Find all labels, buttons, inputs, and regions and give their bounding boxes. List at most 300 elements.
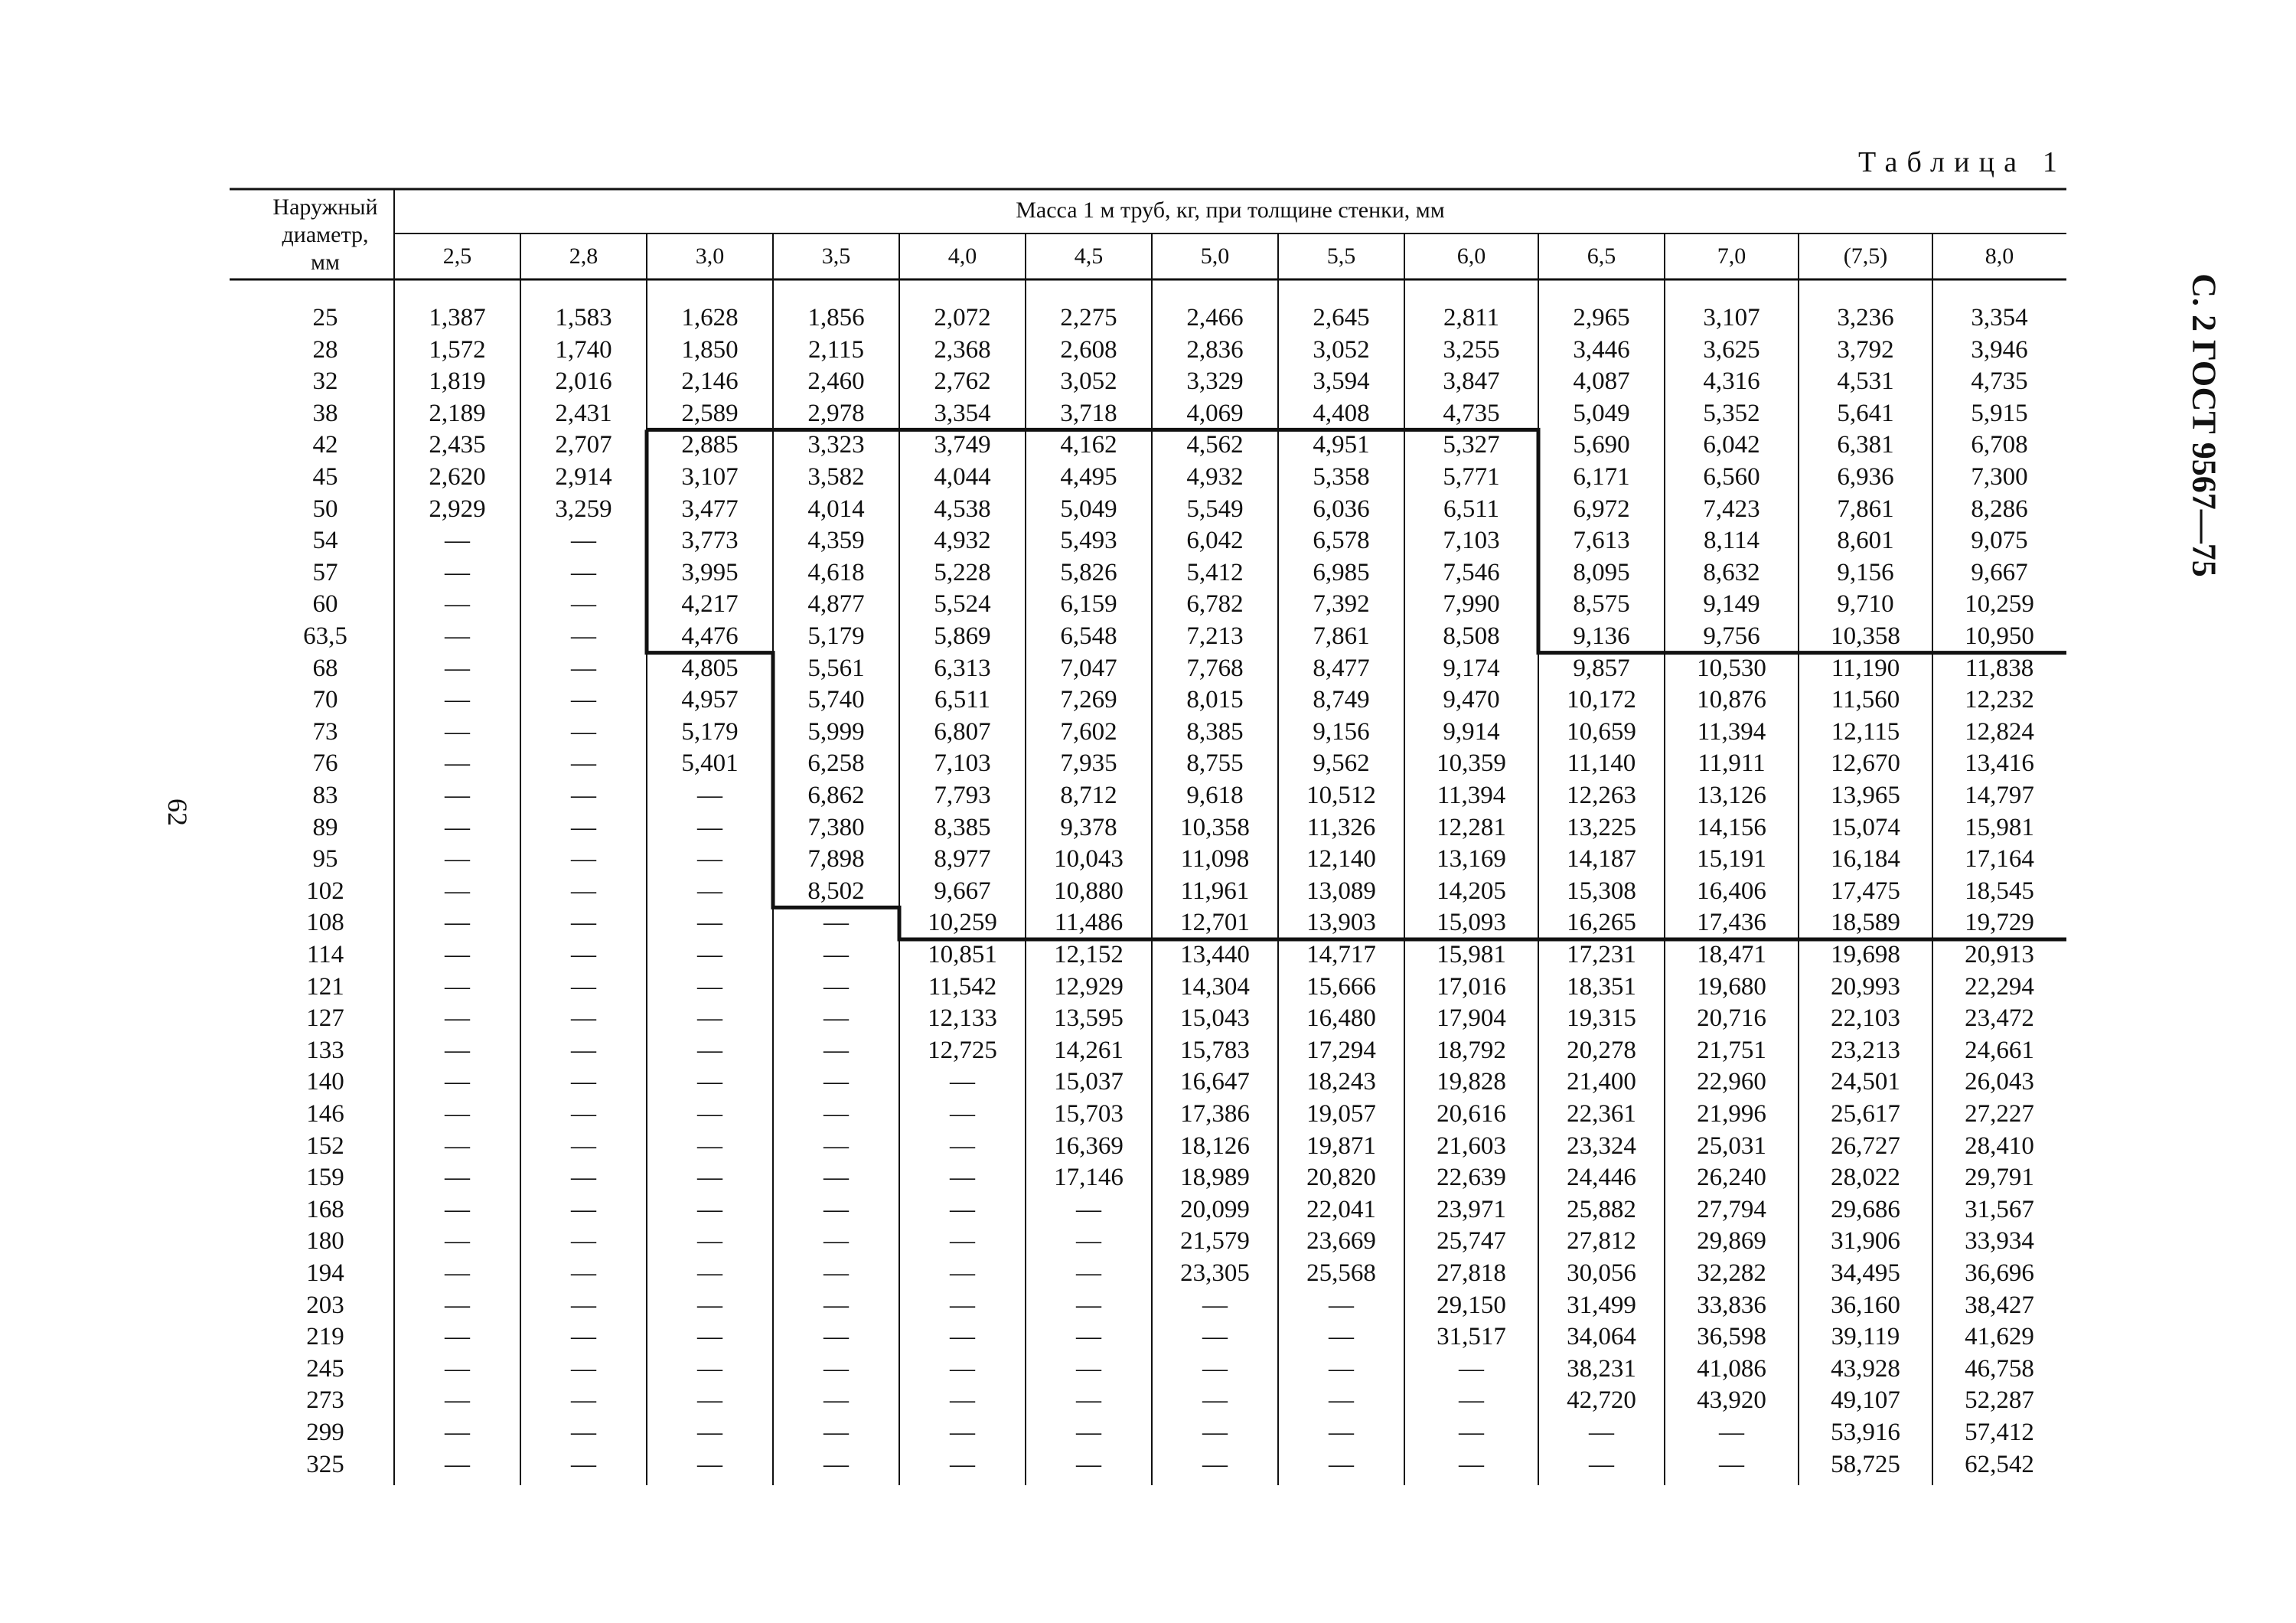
table-cell: 6,171 [1573,463,1630,491]
table-cell: 10,880 [1054,877,1124,905]
table-cell: 14,156 [1697,813,1766,841]
table-cell: — [823,1354,849,1383]
table-cell: — [571,1291,596,1319]
table-cell: — [571,654,596,682]
table-cell: 20,099 [1180,1195,1250,1223]
table-cell: — [697,1419,722,1446]
column-header: (7,5) [1843,243,1888,269]
table-cell: — [445,909,470,937]
table-cell: 12,152 [1054,941,1124,968]
table-cell: 17,386 [1180,1100,1250,1128]
table-cell: 34,495 [1831,1259,1900,1287]
table-cell: 5,049 [1060,495,1117,523]
table-cell: — [823,1450,849,1478]
table-cell: 7,602 [1060,717,1117,746]
table-cell: 5,561 [807,654,865,682]
table-cell: 10,659 [1567,717,1636,746]
table-cell: — [445,1132,470,1160]
table-cell: 3,625 [1703,335,1760,364]
table-cell: 15,703 [1054,1100,1124,1128]
table-cell: 13,416 [1965,749,2034,778]
table-cell: 22,361 [1567,1100,1636,1128]
table-cell: 38,231 [1567,1354,1636,1383]
table-cell: — [823,1068,849,1096]
table-cell: 15,666 [1306,972,1376,1001]
table-cell: 9,710 [1837,590,1894,619]
table-cell: 15,043 [1180,1004,1250,1033]
table-cell: — [571,972,596,1001]
table-cell: — [1076,1450,1101,1478]
table-cell: 7,861 [1313,622,1370,650]
table-cell: 30,056 [1567,1259,1636,1287]
table-cell: 20,913 [1965,941,2034,968]
table-cell: 2,645 [1313,304,1370,331]
row-diameter: 203 [306,1291,344,1319]
table-cell: 25,882 [1567,1195,1636,1223]
table-cell: — [445,749,470,778]
table-cell: — [697,1164,722,1192]
table-cell: 9,174 [1443,654,1500,682]
table-cell: 6,862 [807,782,865,809]
table-cell: 5,826 [1060,558,1117,586]
table-cell: 19,315 [1567,1004,1636,1033]
table-cell: 2,608 [1060,335,1117,364]
column-header: 5,0 [1200,243,1230,269]
table-cell: — [571,1068,596,1096]
table-cell: — [697,1227,722,1256]
table-cell: 1,856 [807,304,865,331]
table-cell: 8,015 [1186,686,1244,714]
table-cell: 12,701 [1180,909,1250,937]
table-cell: 19,680 [1697,972,1766,1001]
table-cell: 7,380 [807,813,865,841]
table-cell: — [571,1132,596,1160]
table-cell: 4,538 [934,495,991,523]
table-cell: 28,022 [1831,1164,1900,1192]
table-cell: — [823,1100,849,1128]
table-cell: 15,074 [1831,813,1900,841]
table-cell: 8,502 [807,877,865,905]
table-cell: 5,179 [681,717,739,746]
table-cell: — [950,1450,975,1478]
table-cell: 4,162 [1060,431,1117,459]
table-cell: 5,412 [1186,558,1244,586]
table-cell: 8,286 [1971,495,2028,523]
table-cell: 3,354 [934,399,991,427]
table-cell: — [445,877,470,905]
table-cell: 17,436 [1697,909,1766,937]
table-cell: 7,990 [1443,590,1500,619]
table-cell: — [571,1004,596,1033]
row-diameter: 180 [306,1227,344,1256]
table-cell: 12,133 [928,1004,997,1033]
table-cell: 19,828 [1437,1068,1506,1096]
table-cell: 3,847 [1443,367,1500,396]
table-cell: 17,016 [1437,972,1506,1001]
table-cell: 33,836 [1697,1291,1766,1319]
table-cell: — [697,877,722,905]
table-cell: 3,329 [1186,367,1244,396]
table-cell: 1,628 [681,304,739,331]
table-cell: — [571,1259,596,1287]
row-diameter: 68 [312,654,338,682]
table-cell: 34,064 [1567,1323,1636,1351]
table-cell: 4,932 [1186,463,1244,491]
table-cell: 9,756 [1703,622,1760,650]
table-cell: — [823,909,849,937]
table-cell: 29,869 [1697,1227,1766,1256]
table-cell: 5,869 [934,622,991,650]
table-cell: 16,184 [1831,845,1900,874]
table-cell: — [445,1323,470,1351]
column-header: 4,5 [1074,243,1104,269]
table-cell: — [823,1259,849,1287]
table-cell: 11,394 [1697,717,1766,746]
table-cell: 27,818 [1437,1259,1506,1287]
table-cell: — [445,527,470,555]
row-diameter: 127 [306,1004,344,1033]
table-cell: — [1202,1323,1228,1351]
row-diameter: 25 [312,304,338,331]
table-cell: — [571,1036,596,1064]
table-cell: 13,169 [1437,845,1506,874]
table-cell: — [445,1227,470,1256]
table-cell: 8,508 [1443,622,1500,650]
column-header: 6,0 [1456,243,1486,269]
table-cell: 4,476 [681,622,739,650]
table-cell: 6,511 [1443,495,1500,523]
table-cell: — [445,1291,470,1319]
table-cell: 3,354 [1971,304,2028,331]
table-cell: — [823,1164,849,1192]
table-cell: — [445,845,470,874]
table-cell: 16,647 [1180,1068,1250,1096]
table-cell: 18,471 [1697,941,1766,968]
column-header: 6,5 [1587,243,1616,269]
table-cell: — [571,1227,596,1256]
table-cell: 31,499 [1567,1291,1636,1319]
column-header: 2,5 [442,243,472,269]
table-cell: 27,794 [1697,1195,1766,1223]
table-cell: 31,567 [1965,1195,2034,1223]
table-cell: 18,792 [1437,1036,1506,1064]
table-cell: 29,150 [1437,1291,1506,1319]
table-cell: 11,486 [1054,909,1124,937]
column-header: 4,0 [947,243,977,269]
row-diameter: 32 [312,367,338,396]
table-cell: 5,549 [1186,495,1244,523]
table-cell: — [823,1419,849,1446]
table-cell: — [1329,1386,1354,1415]
table-cell: 7,861 [1837,495,1894,523]
table-labels [230,184,2066,1485]
table-cell: — [445,972,470,1001]
table-cell: 5,740 [807,686,865,714]
row-diameter: 28 [312,335,338,364]
table-cell: — [1202,1291,1228,1319]
table-cell: — [1076,1259,1101,1287]
table-cell: — [1076,1227,1101,1256]
table-cell: 11,098 [1180,845,1250,874]
mass-table [230,184,2066,1485]
row-diameter: 54 [312,527,338,555]
table-cell: — [1459,1386,1484,1415]
table-cell: 13,965 [1831,782,1900,809]
table-cell: — [950,1195,975,1223]
table-cell: — [1329,1323,1354,1351]
table-cell: 13,440 [1180,941,1250,968]
table-cell: 15,308 [1567,877,1636,905]
table-cell: — [571,1450,596,1478]
table-cell: 22,639 [1437,1164,1506,1192]
table-cell: 3,236 [1837,304,1894,331]
table-cell: 4,044 [934,463,991,491]
table-cell: 12,140 [1306,845,1376,874]
table-cell: 11,838 [1965,654,2034,682]
table-cell: 2,435 [429,431,486,459]
table-cell: 4,087 [1573,367,1630,396]
table-cell: — [1459,1450,1484,1478]
table-cell: 57,412 [1965,1419,2034,1446]
row-header-label: Наружный [272,194,378,220]
table-cell: 22,103 [1831,1004,1900,1033]
table-cell: 3,995 [681,558,739,586]
row-header-label: диаметр, [282,222,369,247]
table-cell: 29,791 [1965,1164,2034,1192]
table-cell: 23,669 [1306,1227,1376,1256]
table-cell: 5,179 [807,622,865,650]
table-cell: 6,972 [1573,495,1630,523]
table-cell: 6,807 [934,717,991,746]
table-cell: 10,950 [1965,622,2034,650]
table-cell: — [571,558,596,586]
table-cell: 3,107 [681,463,739,491]
row-diameter: 121 [306,972,344,1001]
table-cell: 1,387 [429,304,486,331]
table-cell: 1,572 [429,335,486,364]
column-header: 8,0 [1985,243,2014,269]
table-cell: 19,729 [1965,909,2034,937]
page-number: 62 [162,798,193,826]
table-cell: 4,932 [934,527,991,555]
table-cell: 24,501 [1831,1068,1900,1096]
table-cell: — [950,1164,975,1192]
table-cell: 10,851 [928,941,997,968]
table-cell: 13,225 [1567,813,1636,841]
table-cell: 5,641 [1837,399,1894,427]
table-cell: 19,057 [1306,1100,1376,1128]
table-cell: — [571,782,596,809]
column-header: 5,5 [1326,243,1356,269]
table-cell: 8,977 [934,845,991,874]
table-cell: 5,999 [807,717,865,746]
table-cell: 10,358 [1831,622,1900,650]
column-header: 3,0 [695,243,725,269]
table-cell: 7,613 [1573,527,1630,555]
table-cell: 9,667 [1971,558,2028,586]
table-cell: 39,119 [1831,1323,1900,1351]
column-header: 7,0 [1717,243,1746,269]
table-cell: 53,916 [1831,1419,1900,1446]
table-cell: 1,583 [555,304,612,331]
table-cell: — [823,1132,849,1160]
table-cell: — [445,1354,470,1383]
table-cell: — [697,972,722,1001]
table-cell: 9,075 [1971,527,2028,555]
table-cell: 12,824 [1965,717,2034,746]
table-cell: 11,190 [1831,654,1900,682]
table-cell: 6,708 [1971,431,2028,459]
table-cell: — [445,1259,470,1287]
table-cell: 62,542 [1965,1450,2034,1478]
table-cell: — [823,1291,849,1319]
table-cell: 4,408 [1313,399,1370,427]
table-cell: 5,690 [1573,431,1630,459]
table-cell: 36,160 [1831,1291,1900,1319]
table-cell: — [950,1132,975,1160]
table-cell: 3,477 [681,495,739,523]
table-cell: — [445,941,470,968]
table-cell: 7,300 [1971,463,2028,491]
table-cell: 7,103 [1443,527,1500,555]
table-cell: — [697,1132,722,1160]
table-cell: 21,579 [1180,1227,1250,1256]
table-cell: 12,263 [1567,782,1636,809]
table-cell: — [1719,1450,1744,1478]
table-cell: 6,560 [1703,463,1760,491]
table-cell: — [571,1354,596,1383]
table-cell: 14,304 [1180,972,1250,1001]
table-cell: — [571,717,596,746]
table-cell: 2,466 [1186,304,1244,331]
table-cell: 28,410 [1965,1132,2034,1160]
row-diameter: 152 [306,1132,344,1160]
table-cell: 2,885 [681,431,739,459]
table-cell: 20,820 [1306,1164,1376,1192]
table-cell: — [697,1036,722,1064]
table-cell: 7,047 [1060,654,1117,682]
table-cell: — [823,1004,849,1033]
table-cell: 49,107 [1831,1386,1900,1415]
row-diameter: 76 [312,749,338,778]
table-cell: 8,575 [1573,590,1630,619]
table-cell: 6,258 [807,749,865,778]
table-cell: 5,915 [1971,399,2028,427]
table-cell: 8,095 [1573,558,1630,586]
table-cell: — [1329,1354,1354,1383]
table-cell: 20,278 [1567,1036,1636,1064]
table-cell: 11,140 [1567,749,1636,778]
table-cell: — [950,1068,975,1096]
table-cell: 3,259 [555,495,612,523]
table-cell: 31,906 [1831,1227,1900,1256]
table-cell: 12,232 [1965,686,2034,714]
table-cell: 4,735 [1971,367,2028,396]
table-cell: 25,747 [1437,1227,1506,1256]
table-cell: — [950,1227,975,1256]
table-cell: — [1459,1419,1484,1446]
table-cell: 4,359 [807,527,865,555]
table-cell: — [571,845,596,874]
table-cell: 46,758 [1965,1354,2034,1383]
table-cell: 8,601 [1837,527,1894,555]
table-cell: — [571,877,596,905]
row-diameter: 50 [312,495,338,523]
table-cell: 4,531 [1837,367,1894,396]
table-cell: 3,446 [1573,335,1630,364]
table-cell: — [571,1323,596,1351]
table-cell: 9,149 [1703,590,1760,619]
table-cell: 2,836 [1186,335,1244,364]
table-cell: 16,480 [1306,1004,1376,1033]
table-cell: — [697,845,722,874]
table-cell: 7,546 [1443,558,1500,586]
table-cell: — [445,1386,470,1415]
table-cell: 13,595 [1054,1004,1124,1033]
table-cell: 17,294 [1306,1036,1376,1064]
table-cell: — [571,909,596,937]
table-cell: — [1202,1386,1228,1415]
table-cell: 12,929 [1054,972,1124,1001]
table-cell: 12,281 [1437,813,1506,841]
table-cell: 3,594 [1313,367,1370,396]
table-cell: 6,511 [934,686,991,714]
table-cell: 10,172 [1567,686,1636,714]
table-cell: 6,313 [934,654,991,682]
table-cell: — [1202,1450,1228,1478]
row-diameter: 102 [306,877,344,905]
table-cell: 9,618 [1186,782,1244,809]
table-cell: 23,324 [1567,1132,1636,1160]
table-cell: 23,213 [1831,1036,1900,1064]
table-cell: 12,725 [928,1036,997,1064]
table-cell: — [697,1259,722,1287]
table-cell: — [823,1386,849,1415]
table-cell: — [697,1004,722,1033]
table-cell: 8,755 [1186,749,1244,778]
table-cell: 1,740 [555,335,612,364]
table-cell: 5,049 [1573,399,1630,427]
table-cell: 33,934 [1965,1227,2034,1256]
table-cell: 18,545 [1965,877,2034,905]
table-cell: 6,548 [1060,622,1117,650]
table-cell: 4,877 [807,590,865,619]
table-cell: 10,358 [1180,813,1250,841]
table-cell: 11,911 [1698,749,1766,778]
table-cell: 8,749 [1313,686,1370,714]
table-cell: 10,359 [1437,749,1506,778]
table-cell: — [445,813,470,841]
table-cell: 9,136 [1573,622,1630,650]
table-cell: — [950,1354,975,1383]
table-cell: — [823,972,849,1001]
row-diameter: 114 [306,941,344,968]
table-cell: — [1076,1354,1101,1383]
table-cell: 6,936 [1837,463,1894,491]
table-cell: 3,052 [1060,367,1117,396]
table-cell: 15,981 [1965,813,2034,841]
table-cell: 6,159 [1060,590,1117,619]
table-cell: 19,871 [1306,1132,1376,1160]
table-cell: 25,568 [1306,1259,1376,1287]
table-cell: 41,629 [1965,1323,2034,1351]
table-cell: 21,751 [1697,1036,1766,1064]
table-cell: 5,401 [681,749,739,778]
table-cell: 6,042 [1703,431,1760,459]
table-caption: Таблица 1 [1858,146,2066,178]
table-cell: — [571,590,596,619]
table-cell: — [697,1195,722,1223]
